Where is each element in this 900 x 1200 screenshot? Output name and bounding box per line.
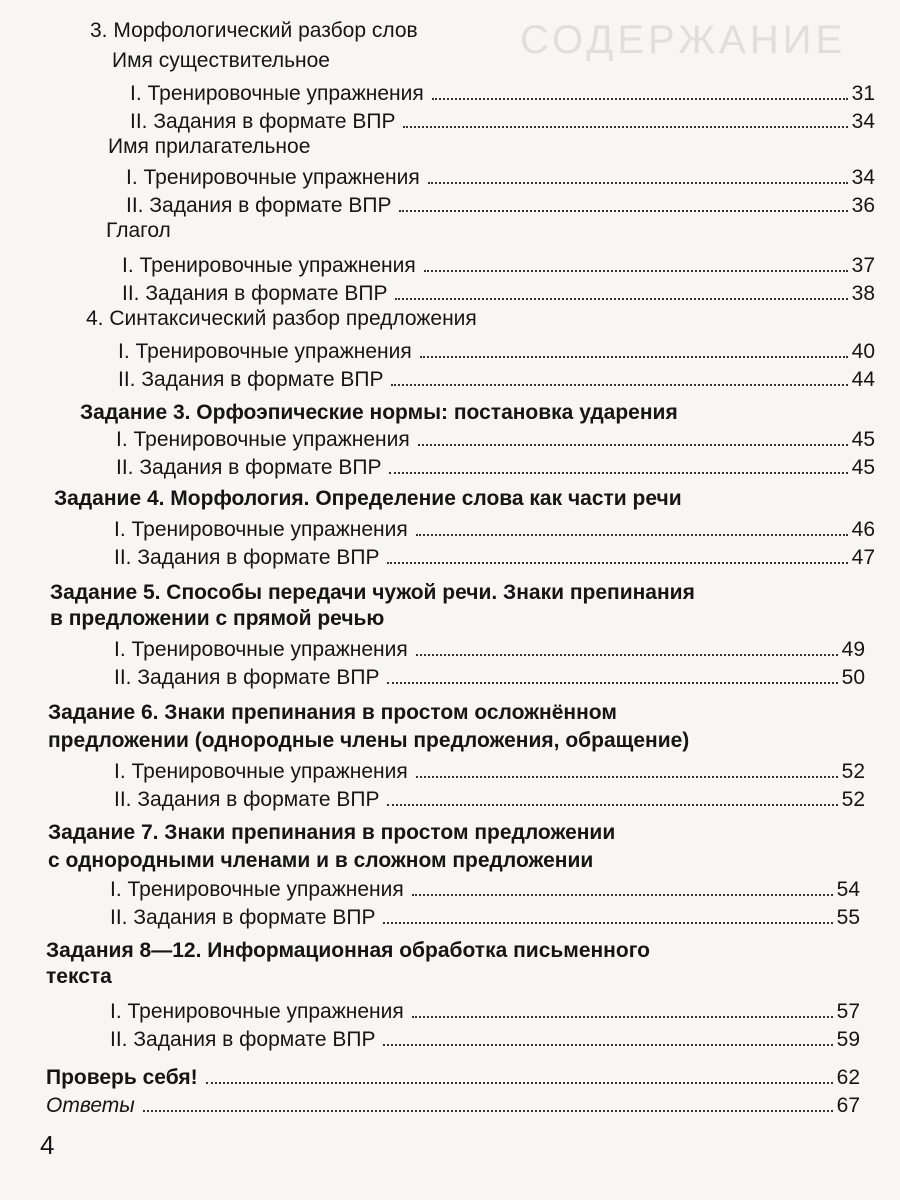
toc-entry[interactable] xyxy=(110,998,860,1026)
toc-entry-page: 52 xyxy=(841,760,865,783)
toc-entry[interactable] xyxy=(46,1092,860,1120)
toc-entry-title: I. Тренировочные упражнения xyxy=(118,340,412,363)
toc-section-heading: предложении (однородные члены предложения, обращение) xyxy=(48,729,690,752)
toc-entry-page: 34 xyxy=(851,166,875,189)
toc-dots xyxy=(387,804,837,806)
toc-entry-page: 36 xyxy=(851,194,875,217)
toc-dots xyxy=(383,1044,832,1046)
toc-entry[interactable] xyxy=(118,338,875,366)
toc-entry-title: I. Тренировочные упражнения xyxy=(110,878,404,901)
toc-section-heading: в предложении с прямой речью xyxy=(50,607,385,630)
toc-section-heading: Задание 3. Орфоэпические нормы: постановка ударения xyxy=(80,401,678,424)
toc-entry[interactable] xyxy=(110,876,860,904)
toc-entry-page: 62 xyxy=(836,1066,860,1089)
toc-entry-title: I. Тренировочные упражнения xyxy=(116,428,410,451)
toc-entry-page: 54 xyxy=(836,878,860,901)
toc-entry[interactable] xyxy=(126,192,875,220)
toc-dots xyxy=(387,682,837,684)
toc-entry-page: 47 xyxy=(851,546,875,569)
toc-subheading: Имя существительное xyxy=(112,49,330,72)
toc-dots xyxy=(412,1016,833,1018)
toc-entry-page: 45 xyxy=(851,456,875,479)
toc-entry[interactable] xyxy=(130,80,875,108)
toc-entry-title: Проверь себя! xyxy=(46,1066,198,1089)
toc-subheading: Глагол xyxy=(106,219,171,242)
toc-dots xyxy=(389,472,847,474)
toc-dots xyxy=(432,98,848,100)
toc-entry[interactable] xyxy=(114,758,865,786)
toc-entry-title: II. Задания в формате ВПР xyxy=(122,282,388,305)
toc-entry-page: 44 xyxy=(851,368,875,391)
toc-entry-page: 67 xyxy=(836,1094,860,1117)
toc-entry-page: 46 xyxy=(851,518,875,541)
toc-entry[interactable] xyxy=(114,636,865,664)
toc-entry-page: 57 xyxy=(836,1000,860,1023)
toc-entry[interactable] xyxy=(114,786,865,814)
toc-dots xyxy=(143,1110,833,1112)
toc-section-heading: Задание 4. Морфология. Определение слова как части речи xyxy=(54,487,682,510)
toc-entry[interactable] xyxy=(114,664,865,692)
toc-entry-page: 34 xyxy=(851,110,875,133)
toc-dots xyxy=(416,654,838,656)
toc-entry-page: 49 xyxy=(841,638,865,661)
toc-entry-page: 45 xyxy=(851,428,875,451)
toc-entry-page: 38 xyxy=(851,282,875,305)
toc-entry-title: I. Тренировочные упражнения xyxy=(126,166,420,189)
toc-entry[interactable] xyxy=(122,252,875,280)
toc-entry-title: I. Тренировочные упражнения xyxy=(114,760,408,783)
toc-section-heading: Задание 6. Знаки препинания в простом осложнённом xyxy=(48,701,617,724)
toc-entry-title: I. Тренировочные упражнения xyxy=(130,82,424,105)
toc-entry-page: 55 xyxy=(836,906,860,929)
toc-entry-title: II. Задания в формате ВПР xyxy=(114,546,380,569)
toc-entry[interactable] xyxy=(110,1026,860,1054)
toc-entry-page: 40 xyxy=(851,340,875,363)
toc-section-heading: Задание 5. Способы передачи чужой речи. Знаки препинания xyxy=(50,581,695,604)
toc-entry-title: II. Задания в формате ВПР xyxy=(116,456,382,479)
toc-dots xyxy=(428,182,848,184)
toc-subheading: Имя прилагательное xyxy=(108,135,311,158)
toc-dots xyxy=(395,298,847,300)
toc-entry-title: II. Задания в формате ВПР xyxy=(126,194,392,217)
toc-entry-title: II. Задания в формате ВПР xyxy=(110,906,376,929)
toc-entry[interactable] xyxy=(114,544,875,572)
toc-entry[interactable] xyxy=(110,904,860,932)
toc-entry-page: 59 xyxy=(836,1028,860,1051)
toc-entry-title: I. Тренировочные упражнения xyxy=(114,518,408,541)
toc-dots xyxy=(416,534,848,536)
toc-dots xyxy=(403,126,847,128)
toc-entry-title: II. Задания в формате ВПР xyxy=(114,666,380,689)
toc-entry[interactable] xyxy=(46,1064,860,1092)
toc-entry-title: II. Задания в формате ВПР xyxy=(130,110,396,133)
toc-entry-page: 52 xyxy=(841,788,865,811)
toc-entry-title: II. Задания в формате ВПР xyxy=(118,368,384,391)
toc-dots xyxy=(424,270,848,272)
toc-dots xyxy=(383,922,832,924)
toc-dots xyxy=(391,384,847,386)
toc-entry[interactable] xyxy=(116,426,875,454)
toc-entry-title: I. Тренировочные упражнения xyxy=(110,1000,404,1023)
toc-subheading: 3. Морфологический разбор слов xyxy=(90,19,418,42)
toc-section-heading: с однородными членами и в сложном предложении xyxy=(48,849,594,872)
toc-entry[interactable] xyxy=(126,164,875,192)
toc-dots xyxy=(420,356,848,358)
toc-section-heading: Задания 8—12. Информационная обработка письменного xyxy=(46,939,650,962)
toc-entry[interactable] xyxy=(116,454,875,482)
toc-dots xyxy=(418,444,848,446)
toc-entry-title: I. Тренировочные упражнения xyxy=(122,254,416,277)
toc-dots xyxy=(399,210,847,212)
toc-entry-title: II. Задания в формате ВПР xyxy=(110,1028,376,1051)
toc-subheading: 4. Синтаксический разбор предложения xyxy=(86,307,477,330)
toc-entry[interactable] xyxy=(114,516,875,544)
toc-entry-page: 37 xyxy=(851,254,875,277)
toc-dots xyxy=(387,562,847,564)
toc-section-heading: текста xyxy=(46,965,112,988)
toc-entry-title: Ответы xyxy=(46,1094,135,1117)
page-number: 4 xyxy=(40,1130,55,1160)
toc-section-heading: Задание 7. Знаки препинания в простом предложении xyxy=(48,821,616,844)
bleed-through-text: СОДЕРЖАНИЕ xyxy=(520,18,847,62)
toc-entry-page: 50 xyxy=(841,666,865,689)
toc-dots xyxy=(206,1082,833,1084)
toc-entry-title: I. Тренировочные упражнения xyxy=(114,638,408,661)
toc-dots xyxy=(416,776,838,778)
toc-entry-page: 31 xyxy=(851,82,875,105)
toc-dots xyxy=(412,894,833,896)
toc-entry-title: II. Задания в формате ВПР xyxy=(114,788,380,811)
toc-entry[interactable] xyxy=(118,366,875,394)
